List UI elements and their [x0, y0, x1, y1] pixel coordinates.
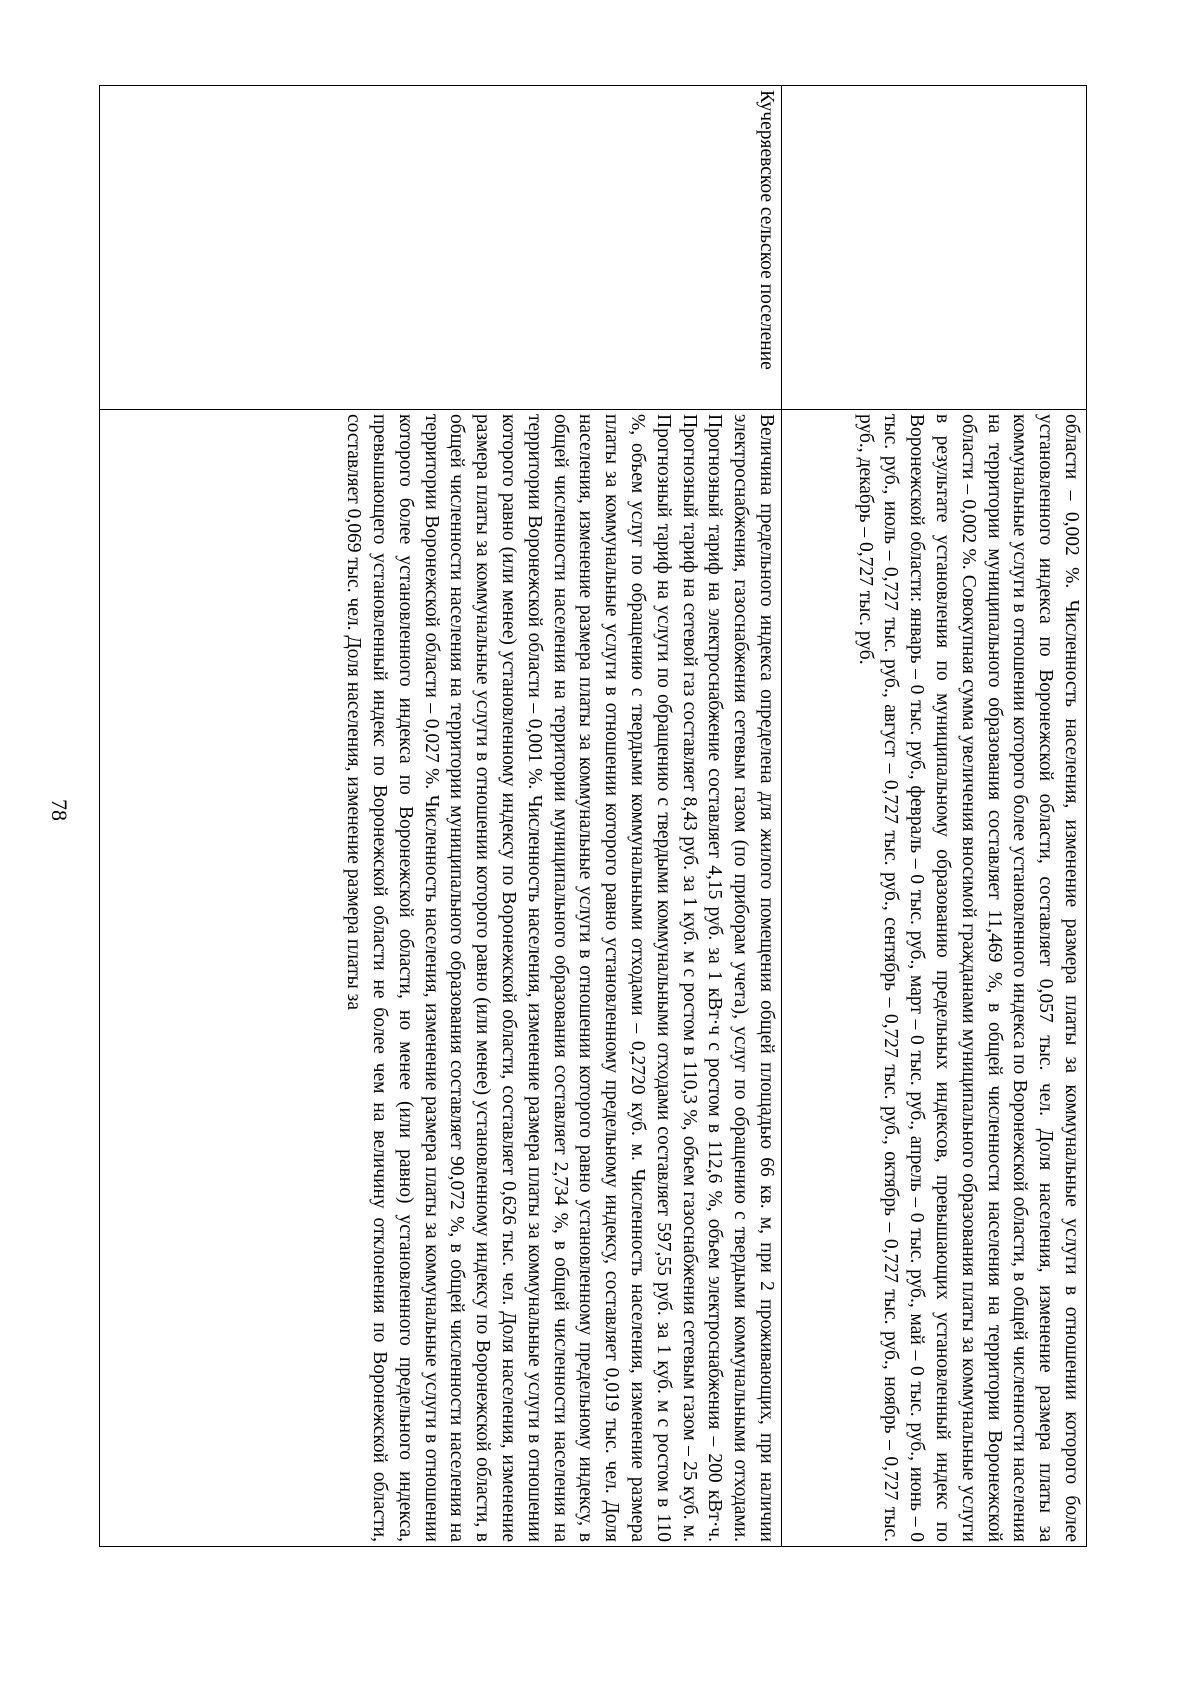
rotated-page-content	[100, 85, 1087, 1547]
municipal-index-table	[99, 85, 1087, 1547]
municipality-name: Кучеряевское сельское поселение	[756, 90, 777, 370]
municipality-name-cell	[100, 86, 782, 410]
description-text: области – 0,002 %. Численность населения, изменение размера платы за коммунальные услуги в отношении которого более установленного индекса по Воронежской области, составляет 0,057 тыс. чел. Доля населения, изменение размера платы за коммунальные услуги в отношении которого более установленного индекса по Воронежской области, в общей численности населения на территории муниципального образования составляет 11,469 %, в общей численности населения на территории Воронежской области – 0,002 %. Совокупная сумма увеличения вносимой гражданами муниципального образования платы за коммунальные услуги в результате установления по муниципальному образованию предельных индексов, превышающих установленный индекс по Воронежской области: январь – 0 тыс. руб., февраль – 0 тыс. руб., март – 0 тыс. руб., апрель – 0 тыс. руб., май – 0 тыс. руб., июнь – 0 тыс. руб., июль – 0,727 тыс. руб., август – 0,727 тыс. руб., сентябрь – 0,727 тыс. руб., октябрь – 0,727 тыс. руб., ноябрь – 0,727 тыс. руб., декабрь – 0,727 тыс. руб.	[854, 414, 1082, 1542]
description-cell	[100, 410, 782, 1547]
page-number: 78	[47, 799, 72, 821]
table-row	[782, 86, 1087, 1547]
description-text: Величина предельного индекса определена для жилого помещения общей площадью 66 кв. м, при 2 проживающих, при наличии электроснабжения, газоснабжения сетевым газом (по приборам учета), услуг по обращению с твердыми коммунальными отходами. Прогнозный тариф на электроснабжение составляет 4,15 руб. за 1 кВт·ч с ростом в 112,6 %, объем электроснабжения – 200 кВт·ч. Прогнозный тариф на сетевой газ составляет 8,43 руб. за 1 куб. м с ростом в 110,3 %, объем газоснабжения сетевым газом – 25 куб. м. Прогнозный тариф на услуги по обращению с твердыми коммунальными отходами составляет 597,55 руб. за 1 куб. м с ростом в 110 %, объем услуг по обращению с твердыми коммунальными отходами – 0,2720 куб. м. Численность населения, изменение размера платы за коммунальные услуги в отношении которого равно установленному предельному индексу, составляет 0,019 тыс. чел. Доля населения, изменение размера платы за коммунальные услуги в отношении которого равно установленному предельному индексу, в общей численности населения на территории муниципального образования составляет 2,734 %, в общей численности населения на территории Воронежской области – 0,001 %. Численность населения, изменение размера платы за коммунальные услуги в отношении которого равно (или менее) установленному индексу по Воронежской области, составляет 0,626 тыс. чел. Доля населения, изменение размера платы за коммунальные услуги в отношении которого равно (или менее) установленному индексу по Воронежской области, в общей численности населения на территории муниципального образования составляет 90,072 %, в общей численности населения на территории Воронежской области – 0,027 %. Численность населения, изменение размера платы за коммунальные услуги в отношении которого более установленного индекса по Воронежской области, но менее (или равно) установленного предельного индекса, превышающего установленный индекс по Воронежской области не более чем на величину отклонения по Воронежской области, составляет 0,069 тыс. чел. Доля населения, изменение размера платы за	[343, 414, 777, 1542]
municipality-name-cell	[782, 86, 1087, 410]
description-cell	[782, 410, 1087, 1547]
table-row	[100, 86, 782, 1547]
